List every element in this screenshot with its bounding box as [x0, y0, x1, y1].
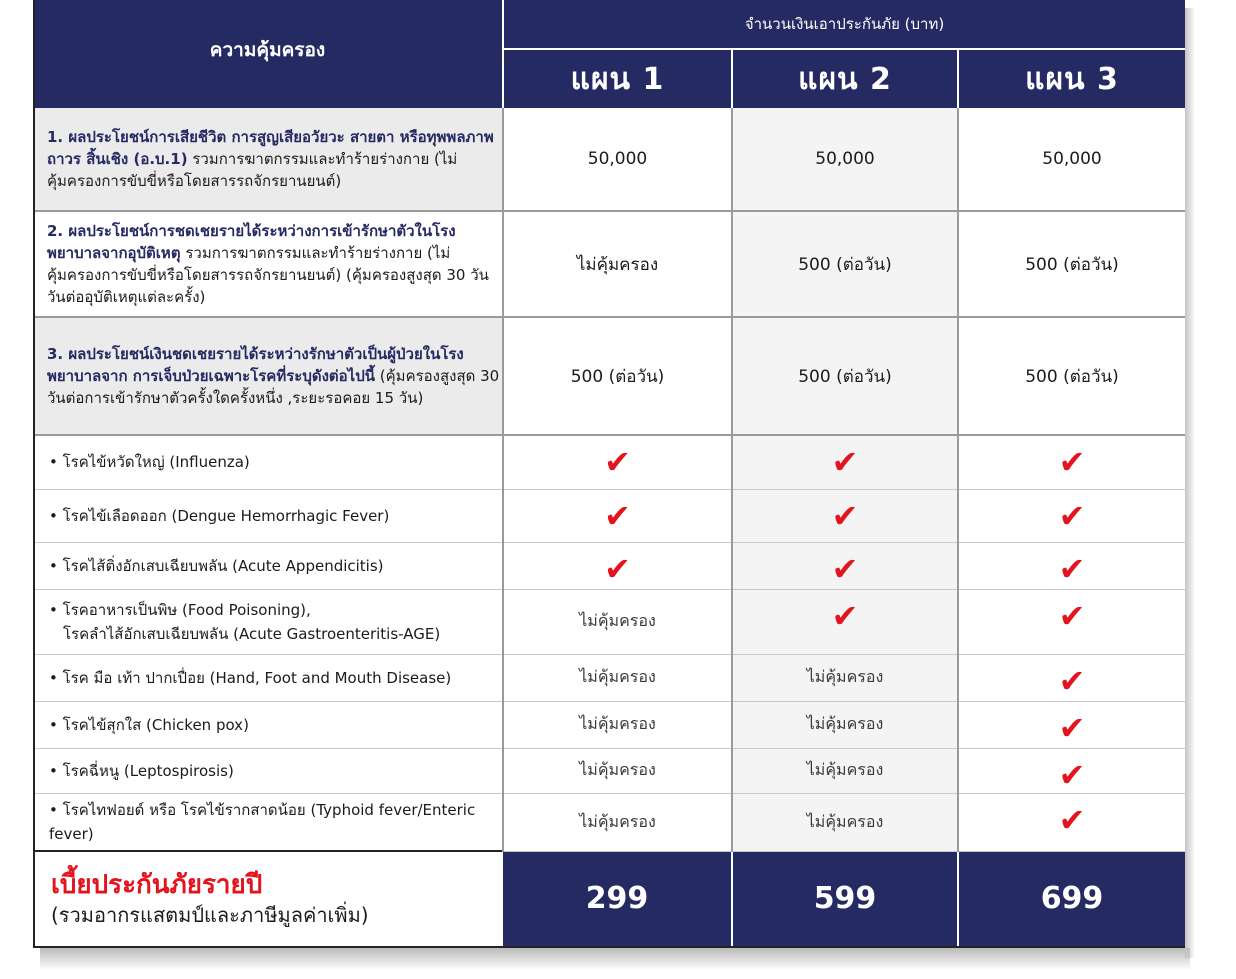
coverage-table: [33, 0, 1185, 946]
disease-name: • โรคไทฟอยด์ หรือ โรคไข้รากสาดน้อย (Typhoid fever/Enteric fever): [49, 800, 476, 843]
plan-1-benefit-value: ไม่คุ้มครอง: [503, 211, 732, 317]
disease-name: • โรคไข้สุกใส (Chicken pox): [49, 715, 249, 734]
plan-3-covered-cell: [958, 542, 1185, 589]
benefit-row: [33, 317, 1185, 435]
premium-label: [33, 851, 503, 946]
plan-3-benefit-value: 500 (ต่อวัน): [958, 211, 1185, 317]
check-icon: ✔: [1058, 661, 1086, 700]
plan-2-benefit-value: 500 (ต่อวัน): [732, 211, 958, 317]
disease-row: [33, 489, 1185, 542]
plan-3-benefit-value: 50,000: [958, 108, 1185, 211]
check-icon: ✔: [831, 443, 859, 481]
plan-1-benefit-value: 50,000: [503, 108, 732, 211]
plan-3-premium: 699: [958, 851, 1185, 946]
benefit-detail: (คุ้มครองสูงสุด 30 วันต่อการเข้ารักษาตัวครั้งใดครั้งหนึ่ง ,ระยะรอคอย 15 วัน): [47, 367, 500, 407]
disease-name: โรคลำไส้อักเสบเฉียบพลัน (Acute Gastroenteritis-AGE): [63, 624, 441, 643]
plan-2-benefit-value: 50,000: [732, 108, 958, 211]
disease-row: [33, 701, 1185, 748]
disease-label: [33, 793, 503, 851]
plan-2-covered-cell: [732, 435, 958, 489]
not-covered-label: ไม่คุ้มครอง: [579, 811, 656, 831]
check-icon: ✔: [831, 496, 859, 535]
not-covered-label: ไม่คุ้มครอง: [806, 714, 884, 733]
plan-3-covered-cell: [958, 654, 1185, 701]
coverage-table-container: [33, 0, 1185, 948]
plan-1-not-covered-cell: [503, 654, 732, 701]
plan-2-not-covered-cell: [732, 793, 958, 851]
check-icon: ✔: [831, 549, 859, 588]
disease-row: [33, 435, 1185, 489]
disease-row: [33, 542, 1185, 589]
plan-3-covered-cell: [958, 589, 1185, 654]
not-covered-label: ไม่คุ้มครอง: [806, 811, 884, 831]
not-covered-label: ไม่คุ้มครอง: [579, 760, 656, 779]
disease-row: [33, 589, 1185, 654]
check-icon: ✔: [1058, 755, 1086, 794]
check-icon: ✔: [604, 443, 631, 481]
plan-2-covered-cell: [732, 542, 958, 589]
check-icon: ✔: [604, 549, 631, 588]
plan-1-benefit-value: 500 (ต่อวัน): [503, 317, 732, 435]
check-icon: ✔: [1058, 708, 1086, 747]
disease-label: [33, 654, 503, 701]
plan-1-not-covered-cell: [503, 701, 732, 748]
not-covered-label: ไม่คุ้มครอง: [579, 667, 656, 686]
disease-name: • โรคไข้หวัดใหญ่ (Influenza): [49, 453, 250, 472]
plan-3-header: แผน 3: [958, 49, 1185, 108]
check-icon: ✔: [604, 496, 631, 535]
benefit-row: [33, 108, 1185, 211]
disease-row: [33, 748, 1185, 793]
benefit-label: [33, 211, 503, 317]
plan-2-premium: 599: [732, 851, 958, 946]
plan-2-benefit-value: 500 (ต่อวัน): [732, 317, 958, 435]
plan-2-not-covered-cell: [732, 701, 958, 748]
plan-1-covered-cell: [503, 435, 732, 489]
disease-name: • โรคไข้เลือดออก (Dengue Hemorrhagic Fever): [49, 506, 390, 525]
plan-1-premium: 299: [503, 851, 732, 946]
premium-title: เบี้ยประกันภัยรายปี: [51, 870, 263, 900]
plan-2-not-covered-cell: [732, 748, 958, 793]
check-icon: ✔: [1058, 596, 1086, 635]
plan-2-covered-cell: [732, 489, 958, 542]
plan-3-benefit-value: 500 (ต่อวัน): [958, 317, 1185, 435]
plan-2-header: แผน 2: [732, 49, 958, 108]
benefit-label: [33, 108, 503, 211]
disease-label: [33, 701, 503, 748]
plan-1-not-covered-cell: [503, 793, 732, 851]
plan-1-covered-cell: [503, 542, 732, 589]
check-icon: ✔: [1058, 496, 1086, 535]
plan-1-not-covered-cell: [503, 589, 732, 654]
plan-1-covered-cell: [503, 489, 732, 542]
not-covered-label: ไม่คุ้มครอง: [579, 714, 656, 733]
benefit-title: 3. ผลประโยชน์เงินชดเชยรายได้ระหว่างรักษาตัวเป็นผู้ป่วยในโรงพยาบาลจาก การเจ็บป่วยเฉพาะโรคที่ระบุดังต่อไปนี้: [47, 345, 464, 385]
disease-row: [33, 654, 1185, 701]
premium-row: [33, 851, 1185, 946]
benefit-title: 1. ผลประโยชน์การเสียชีวิต การสูญเสียอวัยวะ สายตา หรือทุพพลภาพถาวร สิ้นเชิง (อ.บ.1): [47, 128, 494, 168]
disease-label: [33, 589, 503, 654]
plan-2-covered-cell: [732, 589, 958, 654]
benefit-row: [33, 211, 1185, 317]
plan-3-covered-cell: [958, 489, 1185, 542]
check-icon: ✔: [1058, 549, 1086, 588]
plan-2-not-covered-cell: [732, 654, 958, 701]
plan-3-covered-cell: [958, 701, 1185, 748]
disease-name: • โรคอาหารเป็นพิษ (Food Poisoning),: [49, 600, 311, 619]
premium-note: (รวมอากรแสตมป์และภาษีมูลค่าเพิ่ม): [51, 903, 369, 927]
benefit-detail: รวมการฆาตกรรมและทำร้ายร่างกาย (ไม่คุ้มครองการขับขี่หรือโดยสารรถจักรยานยนต์): [47, 150, 458, 190]
plan-3-covered-cell: [958, 793, 1185, 851]
disease-label: [33, 748, 503, 793]
disease-label: [33, 542, 503, 589]
coverage-header: ความคุ้มครอง: [33, 0, 503, 108]
benefit-detail: รวมการฆาตกรรมและทำร้ายร่างกาย (ไม่คุ้มครองการขับขี่หรือโดยสารรถจักรยานยนต์) (คุ้มครองสูงสุด 30 วัน วันต่ออุบัติเหตุแต่ละครั้ง): [47, 244, 489, 306]
plan-3-covered-cell: [958, 435, 1185, 489]
plan-1-header: แผน 1: [503, 49, 732, 108]
disease-label: [33, 435, 503, 489]
disease-label: [33, 489, 503, 542]
not-covered-label: ไม่คุ้มครอง: [806, 760, 884, 779]
check-icon: ✔: [831, 596, 859, 635]
plan-3-covered-cell: [958, 748, 1185, 793]
benefit-title: 2. ผลประโยชน์การชดเชยรายได้ระหว่างการเข้ารักษาตัวในโรงพยาบาลจากอุบัติเหตุ: [47, 222, 456, 262]
disease-name: • โรคฉี่หนู (Leptospirosis): [49, 761, 234, 780]
disease-name: • โรค มือ เท้า ปากเปื่อย (Hand, Foot and Mouth Disease): [49, 668, 452, 687]
benefit-label: [33, 317, 503, 435]
plan-1-not-covered-cell: [503, 748, 732, 793]
check-icon: ✔: [1058, 443, 1086, 481]
not-covered-label: ไม่คุ้มครอง: [579, 611, 656, 630]
sum-insured-header: จำนวนเงินเอาประกันภัย (บาท): [503, 0, 1185, 49]
table-shadow-right: [1185, 8, 1195, 958]
disease-row: [33, 793, 1185, 851]
check-icon: ✔: [1058, 800, 1086, 839]
disease-name: • โรคไส้ติ่งอักเสบเฉียบพลัน (Acute Appendicitis): [49, 556, 384, 575]
table-shadow-bottom: [40, 948, 1190, 970]
not-covered-label: ไม่คุ้มครอง: [806, 667, 884, 686]
